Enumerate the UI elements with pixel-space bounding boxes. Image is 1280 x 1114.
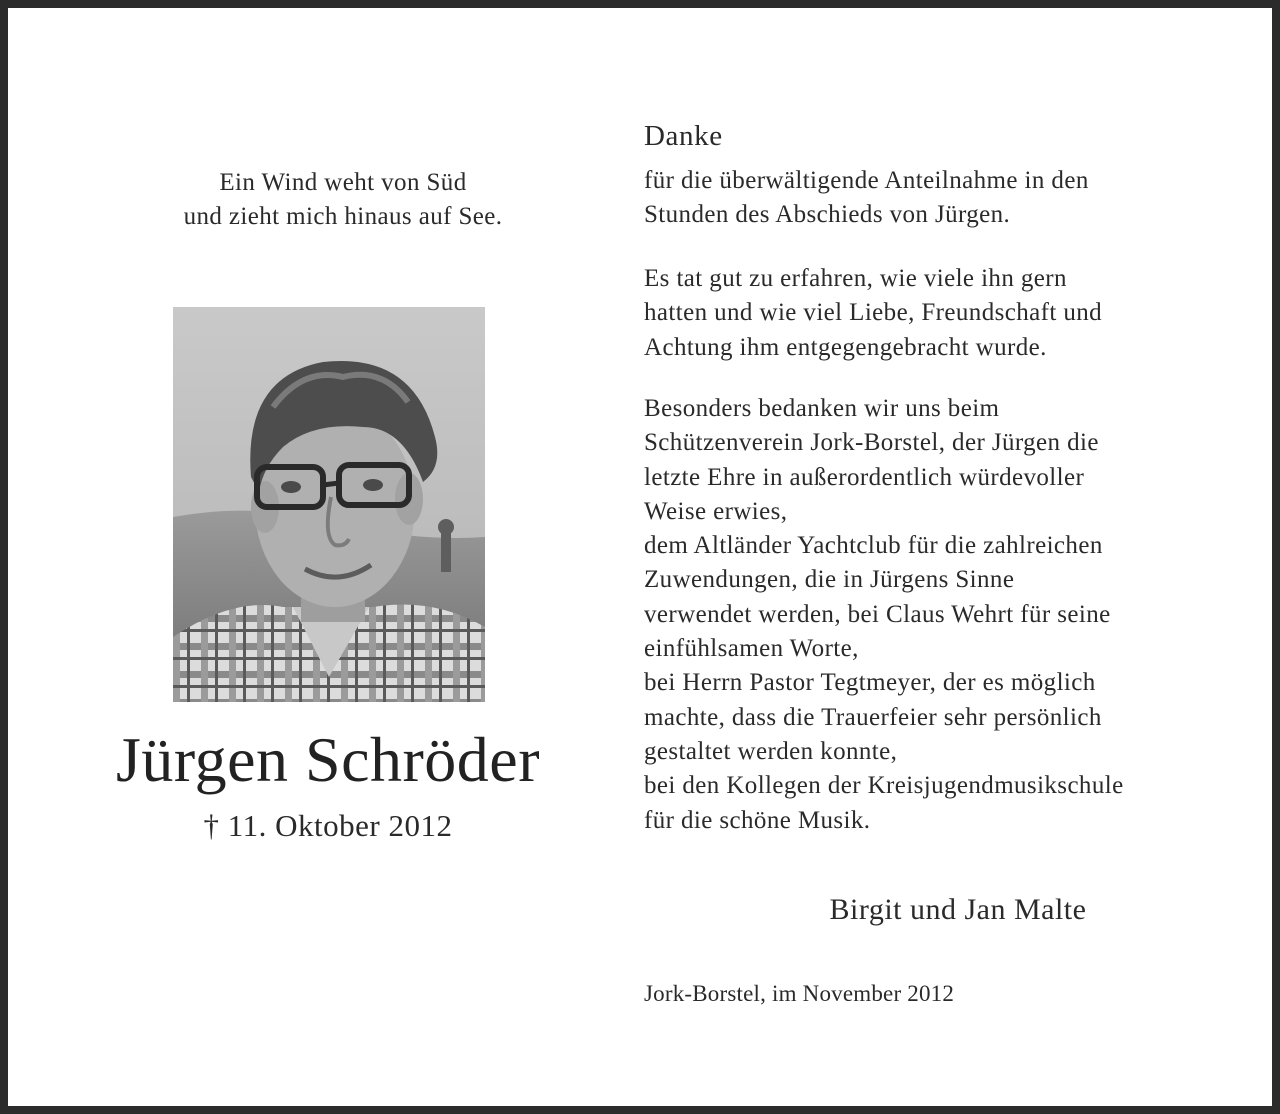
text-line: gestaltet werden konnte, [644,737,898,765]
text-line: dem Altländer Yachtclub für die zahlreichen [644,532,1103,560]
motto-line: Ein Wind weht von Süd [219,169,467,196]
motto-line: und zieht mich hinaus auf See. [183,203,503,230]
text-line: bei den Kollegen der Kreisjugendmusikschule [644,772,1124,800]
text-line: Schützenverein Jork-Borstel, der Jürgen die [644,429,1099,457]
text-line: Es tat gut zu erfahren, wie viele ihn gern [644,265,1067,292]
thanks-paragraph [644,392,1244,838]
portrait-photo [173,307,485,702]
text-line: bei Herrn Pastor Tegtmeyer, der es möglich [644,669,1096,697]
death-date: † 11. Oktober 2012 [203,808,453,843]
text-line: Stunden des Abschieds von Jürgen. [644,201,1011,229]
signature: Birgit und Jan Malte [829,893,1087,926]
text-line: verwendet werden, bei Claus Wehrt für seine [644,600,1111,628]
text-line: für die schöne Musik. [644,806,871,834]
text-line: hatten und wie viel Liebe, Freundschaft und [644,299,1103,327]
place-and-date: Jork-Borstel, im November 2012 [644,981,955,1006]
thanks-heading: Danke [644,120,723,152]
thanks-paragraph [644,164,1244,233]
motto [128,166,558,234]
text-line: Achtung ihm entgegengebracht wurde. [644,333,1047,361]
deceased-name: Jürgen Schröder [116,724,540,795]
thanks-paragraph [644,262,1244,365]
text-line: einfühlsamen Worte, [644,635,859,663]
text-line: Zuwendungen, die in Jürgens Sinne [644,566,1015,594]
text-line: letzte Ehre in außerordentlich würdevoller [644,463,1085,491]
text-line: Besonders bedanken wir uns beim [644,395,1000,422]
text-line: Weise erwies, [644,497,788,525]
text-line: für die überwältigende Anteilnahme in den [644,167,1089,194]
text-line: machte, dass die Trauerfeier sehr persönlich [644,703,1102,731]
